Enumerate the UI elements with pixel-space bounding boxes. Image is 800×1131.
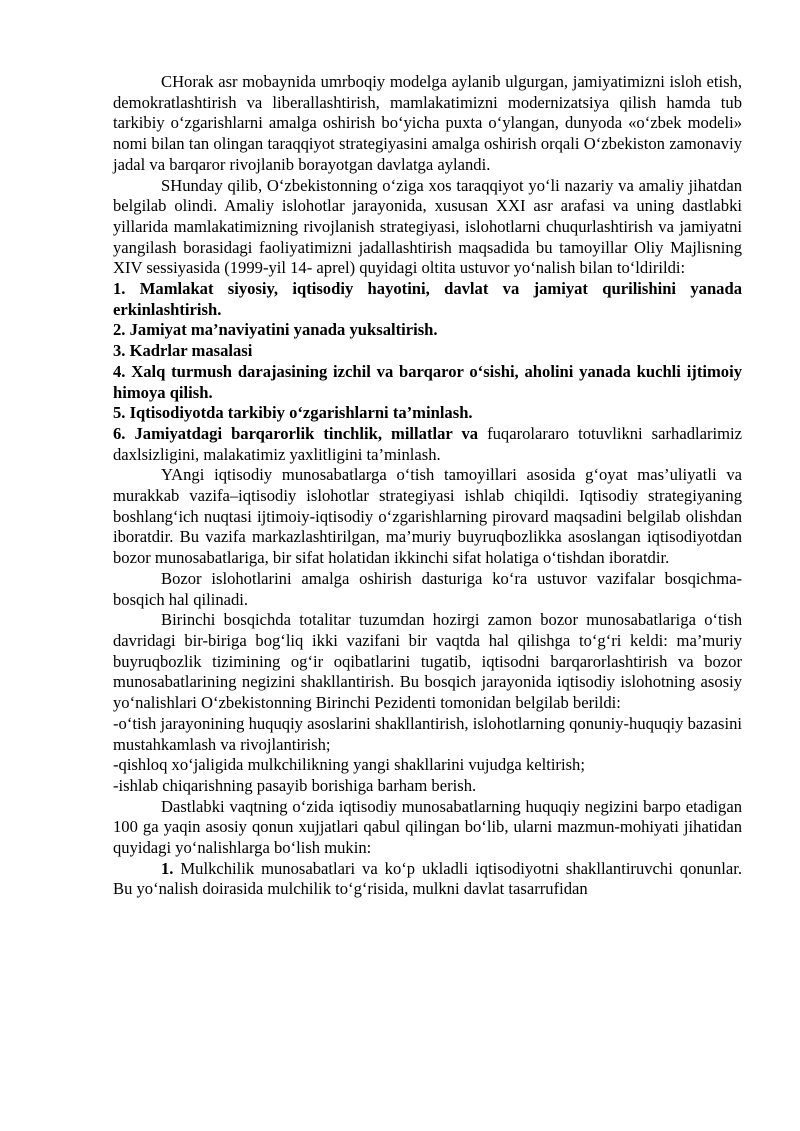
paragraph-new-economy: YAngi iqtisodiy munosabatlarga o‘tish tamoyillari asosida g‘oyat mas’uliyatli va murakkab vazifa–iqtisodiy islohotlar strategiyasi ishlab chiqildi. Iqtisodiy strategiyaning boshlang‘ich nuqtasi ijtimoiy-iqtisodiy o‘zgarishlarning pirovard maqsadini belgilab olishdan iboratdir. Bu vazifa markazlashtirilgan, ma’muriy buyruqbozlikka asoslangan iqtisodiyotdan bozor munosabatlariga, bir sifat holatidan ikkinchi sifat holatiga o‘tishdan iboratdir. (113, 465, 742, 568)
priority-item-4: 4. Xalq turmush darajasining izchil va barqaror o‘sishi, aholini yanada kuchli ijtimoiy himoya qilish. (113, 361, 742, 402)
priority-item-3: 3. Kadrlar masalasi (113, 341, 253, 361)
priority-item-6-bold: 6. Jamiyatdagi barqarorlik tinchlik, millatlar va (113, 423, 479, 443)
dash-item-production: -ishlab chiqarishning pasayib borishiga barham berish. (113, 775, 477, 795)
dash-item-legal-basis: -o‘tish jarayonining huquqiy asoslarini shakllantirish, islohotlarning qonuniy-huquqiy bazasini mustahkamlash va rivojlantirish; (113, 713, 742, 754)
property-laws-text: Mulkchilik munosabatlari va ko‘p ukladli iqtisodiyotni shakllantiruvchi qonunlar. Bu yo‘nalish doirasida mulchilik to‘g‘risida, mulkni davlat tasarrufidan (113, 858, 742, 899)
priority-item-6-rest: fuqarolararo totuvlikni sarhadlarimiz daxlsizligini, malakatimiz yaxlitligini ta’minlash. (113, 423, 742, 464)
priority-item-2: 2. Jamiyat ma’naviyatini yanada yuksaltirish. (113, 320, 438, 340)
paragraph-development-path: SHunday qilib, O‘zbekistonning o‘ziga xos taraqqiyot yo‘li nazariy va amaliy jihatdan belgilab olindi. Amaliy islohotlar jarayonida, xususan XXI asr arafasi va uning dastlabki yillarida mamlakatimizning rivojlanish strategiyasi, islohotlarni chuqurlashtirish va jamiyatni yangilash borasidagi faoliyatimizni jadallashtirish maqsadida bu tamoyillar Oliy Majlisning XIV sessiyasida (1999-yil 14- aprel) quyidagi oltita ustuvor yo‘nalish bilan to‘ldirildi: (113, 175, 742, 278)
paragraph-property-laws (113, 859, 742, 900)
paragraph-laws: Dastlabki vaqtning o‘zida iqtisodiy munosabatlarning huquqiy negizini barpo etadigan 100 ga yaqin asosiy qonun xujjatlari qabul qilingan bo‘lib, ularni mazmun-mohiyati jihatidan quyidagi yo‘nalishlarga bo‘lish mukin: (113, 796, 742, 858)
paragraph-first-stage: Birinchi bosqichda totalitar tuzumdan hozirgi zamon bozor munosabatlariga o‘tish davridagi bir-biriga bog‘liq ikki vazifani bir vaqtda hal qilishga to‘g‘ri keldi: ma’muriy buyruqbozlik tizimining og‘ir oqibatlarini tugatib, iqtisodni barqarorlashtirish va bozor munosabatlarining negizini shakllantirish. Bu bosqich jarayonida iqtisodiy islohotning asosiy yo‘nalishlari O‘zbekistonning Birinchi Pezidenti tomonidan belgilab berildi: (113, 610, 742, 713)
dash-item-agriculture: -qishloq xo‘jaligida mulkchilikning yangi shakllarini vujudga keltirish; (113, 755, 585, 775)
priority-item-5: 5. Iqtisodiyotda tarkibiy o‘zgarishlarni ta’minlash. (113, 403, 473, 423)
priority-item-1: 1. Mamlakat siyosiy, iqtisodiy hayotini, davlat va jamiyat qurilishini yanada erkinlashtirish. (113, 279, 742, 319)
paragraph-market-reforms: Bozor islohotlarini amalga oshirish dasturiga ko‘ra ustuvor vazifalar bosqichma-bosqich hal qilinadi. (113, 568, 742, 609)
property-laws-number: 1. (161, 858, 174, 878)
paragraph-intro: CHorak asr mobaynida umrboqiy modelga aylanib ulgurgan, jamiyatimizni isloh etish, demokratlashtirish va liberallashtirish, mamlakatimizni modernizatsiya qilish hamda tub tarkibiy o‘zgarishlarni amalga oshirish bo‘yicha puxta o‘ylangan, dunyoda «o‘zbek modeli» nomi bilan tan olingan taraqqiyot strategiyasini amalga oshirish orqali O‘zbekiston zamonaviy jadal va barqaror rivojlanib borayotgan davlatga aylandi. (113, 72, 742, 174)
priority-item-6 (113, 424, 742, 465)
